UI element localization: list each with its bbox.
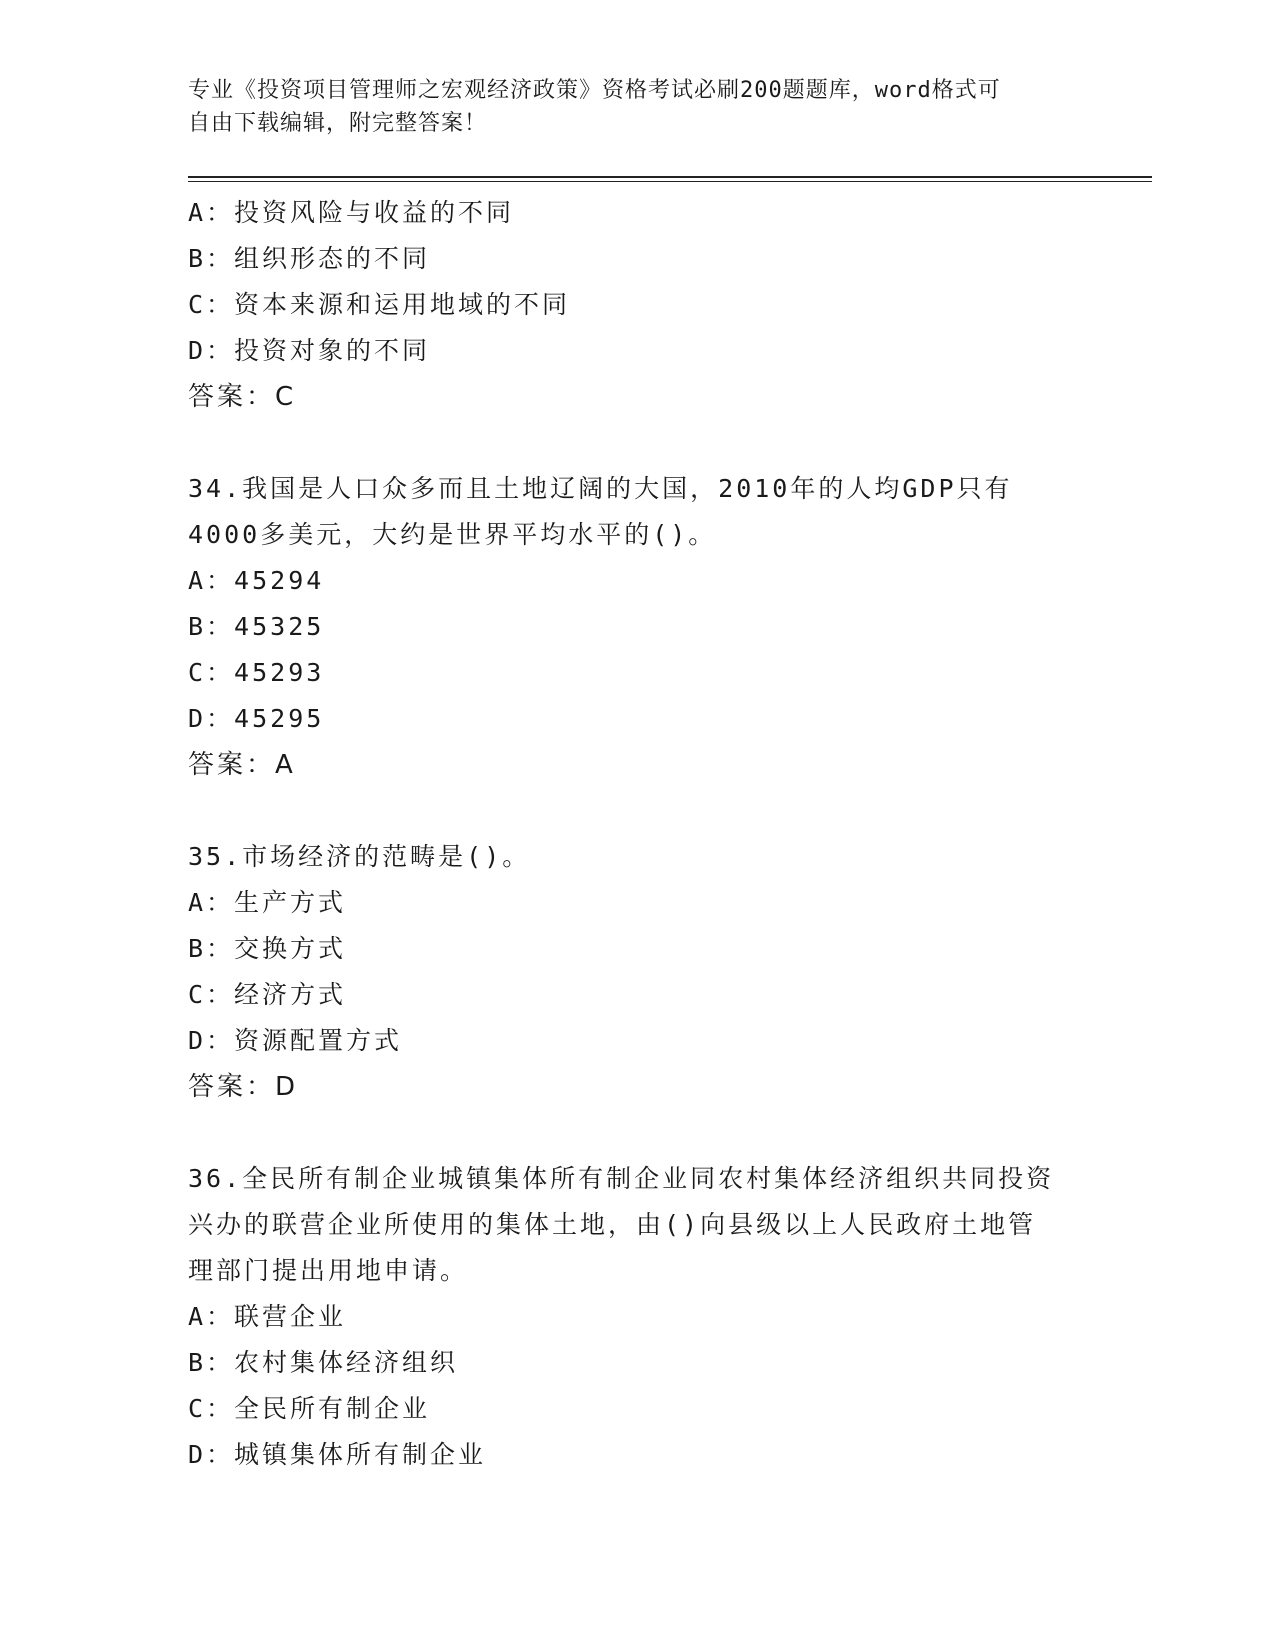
option-b: B：交换方式 [188, 934, 347, 963]
option-d: D：45295 [188, 704, 325, 733]
question-text [188, 466, 1088, 558]
question-text [188, 834, 1088, 880]
question-block [188, 466, 1088, 788]
question-block [188, 1156, 1088, 1478]
answer-line: 答案：C [188, 382, 297, 412]
option-d: D：资源配置方式 [188, 1026, 403, 1055]
question-block [188, 834, 1088, 1110]
header-divider-bottom [188, 181, 1152, 182]
option-c: C：经济方式 [188, 980, 347, 1009]
option-a: A：生产方式 [188, 888, 347, 917]
option-a: A：投资风险与收益的不同 [188, 198, 515, 227]
question-line: 36.全民所有制企业城镇集体所有制企业同农村集体经济组织共同投资 [188, 1164, 1055, 1193]
spacer [188, 1110, 1088, 1156]
question-line: 35.市场经济的范畴是()。 [188, 842, 531, 871]
question-line: 4000多美元，大约是世界平均水平的()。 [188, 520, 717, 549]
option-c: C：45293 [188, 658, 325, 687]
document-body [188, 190, 1088, 1478]
option-a: A：联营企业 [188, 1302, 347, 1331]
question-line: 兴办的联营企业所使用的集体土地，由()向县级以上人民政府土地管 [188, 1210, 1037, 1239]
question-block [188, 190, 1088, 420]
spacer [188, 788, 1088, 834]
header-divider-top [188, 176, 1152, 178]
question-text [188, 1156, 1088, 1294]
question-line: 理部门提出用地申请。 [188, 1256, 469, 1285]
spacer [188, 420, 1088, 466]
header-line-1: 专业《投资项目管理师之宏观经济政策》资格考试必刷200题题库，word格式可 [188, 78, 1001, 103]
option-c: C：资本来源和运用地域的不同 [188, 290, 571, 319]
option-b: B：45325 [188, 612, 325, 641]
option-b: B：组织形态的不同 [188, 244, 431, 273]
option-d: D：投资对象的不同 [188, 336, 431, 365]
option-d: D：城镇集体所有制企业 [188, 1440, 487, 1469]
option-a: A：45294 [188, 566, 325, 595]
answer-line: 答案：A [188, 750, 296, 780]
option-c: C：全民所有制企业 [188, 1394, 431, 1423]
option-b: B：农村集体经济组织 [188, 1348, 459, 1377]
answer-line: 答案：D [188, 1072, 299, 1102]
document-header [188, 74, 1088, 140]
question-line: 34.我国是人口众多而且土地辽阔的大国，2010年的人均GDP只有 [188, 474, 1013, 503]
header-line-2: 自由下载编辑，附完整答案！ [188, 111, 488, 136]
